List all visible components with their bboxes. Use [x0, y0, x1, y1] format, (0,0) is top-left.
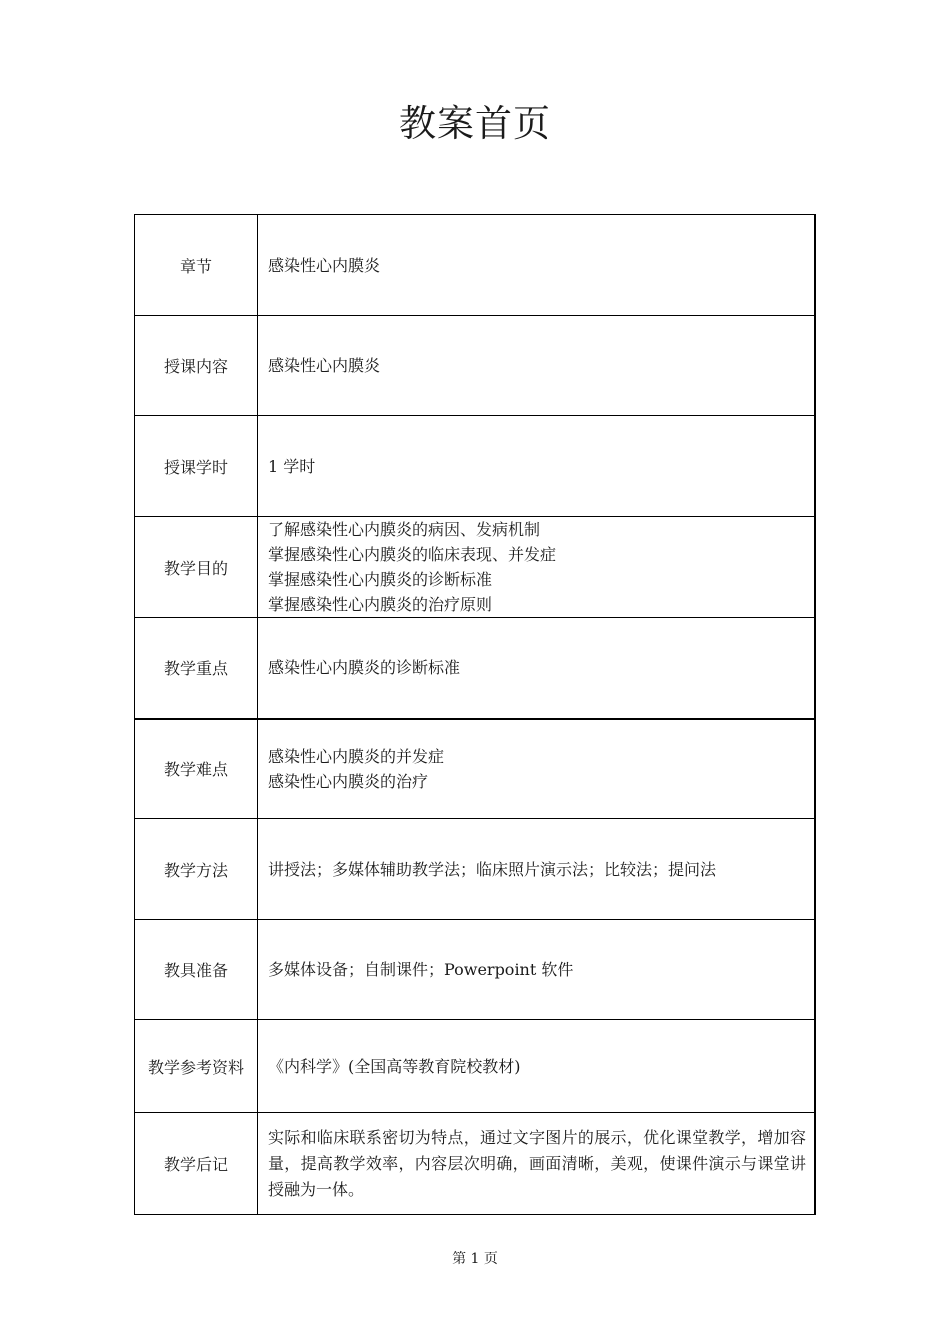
value-line: 掌握感染性心内膜炎的治疗原则: [268, 595, 493, 614]
table-row-class-hours: [135, 416, 816, 517]
row-value: [258, 215, 816, 316]
value-line: 感染性心内膜炎的并发症: [268, 746, 445, 766]
row-label: 教具准备: [135, 920, 258, 1020]
value-paragraph: 实际和临床联系密切为特点，通过文字图片的展示，优化课堂教学，增加容量，提高教学效率，内容层次明确，画面清晰，美观，使课件演示与课堂讲授融为一体。: [268, 1127, 806, 1199]
table-row-chapter: [135, 215, 816, 316]
value-line: 1 学时: [268, 456, 316, 476]
row-value: [258, 618, 816, 719]
value-line: 掌握感染性心内膜炎的临床表现、并发症: [268, 545, 557, 564]
row-value: [258, 819, 816, 920]
table-row-teaching-methods: [135, 819, 816, 920]
table-row-teaching-objectives: [135, 517, 816, 618]
row-value: [258, 920, 816, 1020]
value-line: 《内科学》(全国高等教育院校教材): [268, 1056, 521, 1076]
row-value: [258, 719, 816, 819]
value-line: 感染性心内膜炎: [268, 255, 381, 275]
table-row-references: [135, 1020, 816, 1113]
value-line: 感染性心内膜炎: [268, 356, 381, 375]
page-number: 第 1 页: [452, 1251, 498, 1267]
table-row-teaching-notes: [135, 1113, 816, 1215]
row-label: 章节: [135, 215, 258, 316]
table-row-teaching-content: [135, 316, 816, 416]
row-label: 授课学时: [135, 416, 258, 517]
page-title: 教案首页: [399, 102, 551, 145]
table-row-teaching-aids: [135, 920, 816, 1020]
row-value: [258, 316, 816, 416]
row-value: [258, 416, 816, 517]
row-value: [258, 1113, 816, 1215]
value-line: 多媒体设备；自制课件；Powerpoint 软件: [268, 960, 574, 979]
value-line: 掌握感染性心内膜炎的诊断标准: [268, 570, 493, 589]
table-row-key-points: [135, 618, 816, 719]
table-row-difficult-points: [135, 719, 816, 819]
lesson-plan-table: [134, 214, 816, 1215]
row-label: 教学目的: [135, 517, 258, 618]
row-label: 教学方法: [135, 819, 258, 920]
value-line: 感染性心内膜炎的治疗: [268, 771, 429, 791]
row-value: [258, 517, 816, 618]
value-line: 讲授法；多媒体辅助教学法；临床照片演示法；比较法；提问法: [268, 859, 717, 879]
row-value: [258, 1020, 816, 1113]
value-line: 感染性心内膜炎的诊断标准: [268, 658, 461, 678]
row-label: 教学后记: [135, 1113, 258, 1215]
row-label: 教学参考资料: [135, 1020, 258, 1113]
row-label: 教学重点: [135, 618, 258, 719]
row-label: 授课内容: [135, 316, 258, 416]
row-label: 教学难点: [135, 719, 258, 819]
value-line: 了解感染性心内膜炎的病因、发病机制: [268, 520, 541, 539]
